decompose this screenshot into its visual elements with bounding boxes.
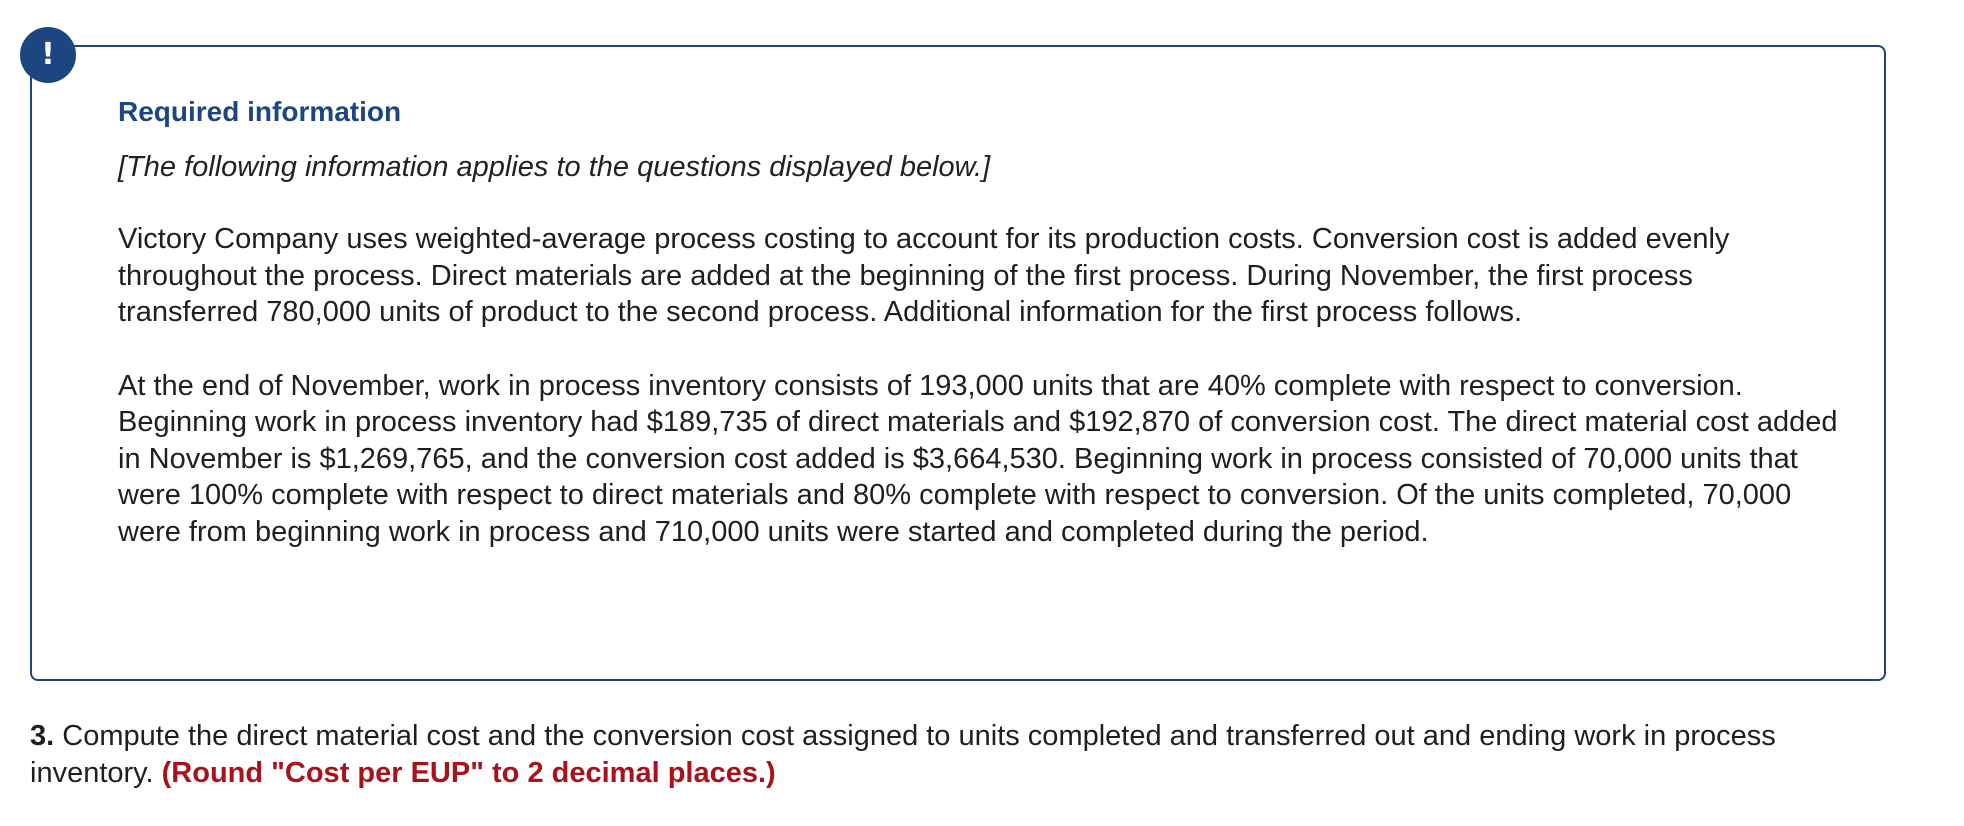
question-text: Compute the direct material cost and the conversion cost assigned to units completed and transferred out and ending work in process inventory. (30, 720, 1776, 789)
alert-exclamation-icon: ! (20, 27, 76, 83)
required-information-panel (30, 45, 1886, 681)
rounding-instruction: (Round "Cost per EUP" to 2 decimal places.) (161, 757, 776, 789)
info-paragraph-2: At the end of November, work in process inventory consists of 193,000 units that are 40% complete with respect to conversion. Beginning work in process inventory had $189,735 of direct materials and $192,870 of conversion cost. The direct material cost added in November is $1,269,765, and the conversion cost added is $3,664,530. Beginning work in process consisted of 70,000 units that were 100% complete with respect to direct materials and 80% complete with respect to conversion. Of the units completed, 70,000 were from beginning work in process and 710,000 units were started and completed during the period. (118, 369, 1838, 548)
question-3 (30, 718, 1890, 792)
info-paragraph-1: Victory Company uses weighted-average process costing to account for its production costs. Conversion cost is added evenly throughout the process. Direct materials are added at the beginning of the first process. During November, the first process transferred 780,000 units of product to the second process. Additional information for the first process follows. (118, 223, 1730, 328)
required-information-title: Required information (118, 96, 402, 127)
required-information-content (118, 95, 1838, 550)
applies-note: [The following information applies to the questions displayed below.] (118, 151, 991, 183)
question-number: 3. (30, 720, 55, 752)
